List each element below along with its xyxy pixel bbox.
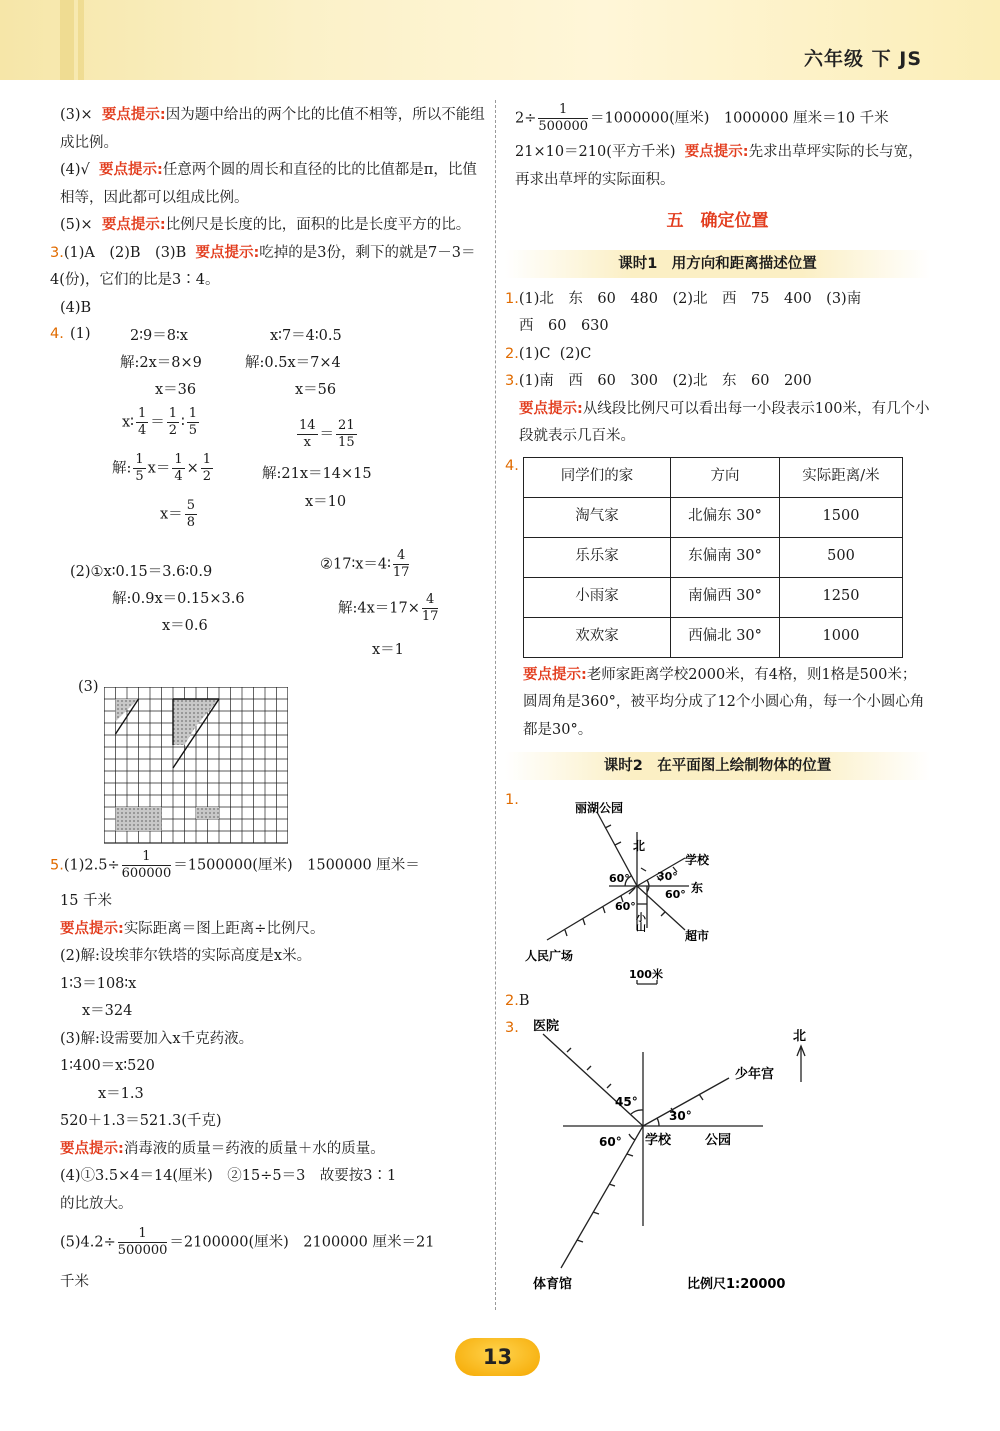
grid-figure: [104, 687, 288, 845]
answer-5x: (5)× 要点提示:比例尺是长度的比，面积的比是长度平方的比。: [60, 217, 471, 233]
question-4-equations: 4. (1) 2∶9＝8∶x 解:2x＝8×9 x＝36 x∶7＝4∶0.5 解:0.5x＝7×4 x＝56 x∶ $\frac{1}{4}$ ＝ $\frac{1}{2}$ ∶ $\frac{1}{5}$ 解: $\frac{1}{5}$ x＝ $\frac{1}{4}$ × $\frac{1}{2}$ x＝ $\frac{5}{8}$ $\frac{14}{x}$ ＝ $\frac{21}{15}$ 解:21x＝14×15 x＝10 (2)①x∶0.15＝3.6∶0.9 解:0.9x＝0.15×3.6 x＝0.6 ②17∶x＝4∶ $\frac{4}{17}$ 解:4x＝17× $\frac{4}{17}$ x＝1: [50, 326, 439, 658]
svg-text:60°: 60°: [615, 900, 636, 913]
l1-q2: 2.(1)C (2)C: [505, 345, 592, 362]
label-youth-palace: 少年宫: [735, 1066, 775, 1082]
svg-text:60°: 60°: [599, 1134, 622, 1149]
label-school: 学校: [645, 1132, 672, 1148]
scale-bar-label: 100米: [629, 968, 663, 981]
label-north: 北: [793, 1028, 807, 1044]
question-5-1-hint: 要点提示:实际距离＝图上距离÷比例尺。: [60, 920, 325, 937]
table-row: 淘气家 北偏东 30° 1500: [524, 497, 903, 537]
direction-diagram-3: [523, 1016, 923, 1296]
svg-text:45°: 45°: [615, 1094, 638, 1109]
question-5-5: (5)4.2÷ $\frac{1}{500000}$ ＝2100000(厘米) 2100000 厘米＝21: [60, 1226, 435, 1258]
question-5-1-cont: 15 千米: [60, 893, 113, 909]
question-5-4: (4)①3.5×4＝14(厘米) ②15÷5＝3 故要按3∶1: [60, 1168, 397, 1184]
question-5-3: (3)解:设需要加入x千克药液。: [60, 1030, 254, 1047]
lesson-1-title: 课时1 用方向和距离描述位置: [505, 250, 930, 278]
svg-text:30°: 30°: [669, 1108, 692, 1123]
table-row: 乐乐家 东偏南 30° 500: [524, 537, 903, 577]
l1-q4: 4. 同学们的家 方向 实际距离/米 淘气家 北偏东 30° 1500 乐乐家 东偏南 30° 500 小雨家 南偏西 30° 1250 欢欢家 西偏北 30° 1000: [505, 457, 930, 658]
svg-text:30°: 30°: [657, 870, 678, 883]
label-hospital: 医院: [533, 1018, 560, 1034]
equation-c3: x＝ $\frac{5}{8}$: [160, 498, 195, 530]
equation-2b1: ②17∶x＝4∶ $\frac{4}{17}$: [320, 548, 410, 580]
label-market: 超市: [685, 929, 710, 943]
shape-rect-b: [196, 807, 219, 819]
label-park: 公园: [705, 1132, 732, 1148]
question-3: 3.(1)A (2)B (3)B 要点提示:吃掉的是3份，剩下的就是7－3＝4(份)，它们的比是3∶4。: [50, 244, 476, 288]
l1-q4-hint: 要点提示:老师家距离学校2000米，有4格，则1格是500米；圆周角是360°，被平均分成了12个小圆心角，每一个小圆心角都是30°。: [523, 666, 925, 738]
question-4-3-grid: (3): [60, 677, 485, 845]
label-square: 人民广场: [525, 949, 574, 963]
equation-c2: 解: $\frac{1}{5}$ x＝ $\frac{1}{4}$ × $\frac{1}{2}$: [112, 452, 212, 484]
label-school: 学校: [685, 853, 710, 867]
label-north: 北: [633, 839, 646, 853]
page-number: 13: [455, 1338, 540, 1376]
svg-text:60°: 60°: [609, 872, 630, 885]
position-table: 同学们的家 方向 实际距离/米 淘气家 北偏东 30° 1500 乐乐家 东偏南 30° 500 小雨家 南偏西 30° 1250 欢欢家 西偏北 30° 1000: [523, 457, 903, 658]
answer-4v: (4)√ 要点提示:任意两个圆的周长和直径的比的比值都是π，比值相等，因此都可以组成比例。: [60, 162, 477, 206]
answer-r1: 2÷ $\frac{1}{500000}$ ＝1000000(厘米) 1000000 厘米＝10 千米: [515, 102, 889, 134]
shape-rect-a: [116, 807, 162, 831]
right-column: 2÷ $\frac{1}{500000}$ ＝1000000(厘米) 1000000 厘米＝10 千米 21×10＝210(平方千米) 要点提示:先求出草坪实际的长与宽，再求出草坪的实际面积。 五 确定位置 课时1 用方向和距离描述位置 1.(1)北 东 60 480 (2)北 西 75 400 (3)南 西 60 630 2.(1)C (2)C 3.(1)南 西 60 300 (2)北 东 60 200 要点提示:从线段比例尺可以看出每一小段表示100米，有几个小段就表示几百米。 4. 同学们的家 方向 实际距离/米 淘气家 北偏东 30° 1500 乐乐家 东偏南 30° 500 小雨家 南偏西 30° 1250 欢欢家 西偏北 30° 1000 要点提示:老师家距离学校2000米，有4格，则1格是500米；圆周角是360°，被平均分成了12个小圆心角，每一个小圆心角都是30°。 课时2 在平面图上绘制物体的位置 1. 丽湖公园 北 学校 60° 30° 东 60° 60° 小山 超市 人民广场 100米 2.B 3. 医院 北 少年宫 45° 30° 60° 学校 公园 体育馆 比例尺1:20000: [505, 102, 930, 1296]
svg-text:60°: 60°: [665, 888, 686, 901]
l2-q1: 1. 丽湖公园 北 学校 60° 30° 东 60° 60° 小山 超市 人民广场 100米: [505, 788, 930, 988]
question-3-4: (4)B: [60, 299, 92, 316]
section-title: 五 确定位置: [666, 211, 769, 231]
table-row: 小雨家 南偏西 30° 1250: [524, 577, 903, 617]
label-gym: 体育馆: [533, 1276, 573, 1292]
l1-q3: 3.(1)南 西 60 300 (2)北 东 60 200: [505, 373, 812, 389]
grade-label: 六年级 下 JS: [804, 48, 922, 70]
equation-d1: $\frac{14}{x}$ ＝ $\frac{21}{15}$: [299, 418, 355, 450]
equation-2b2: 解:4x＝17× $\frac{4}{17}$: [338, 592, 439, 624]
banner-stripe: [60, 0, 74, 80]
l1-q1: 1.(1)北 东 60 480 (2)北 西 75 400 (3)南: [505, 290, 862, 307]
label-east: 东: [691, 881, 704, 895]
question-5-3-hint: 要点提示:消毒液的质量＝药液的质量＋水的质量。: [60, 1140, 385, 1157]
l1-q3-hint: 要点提示:从线段比例尺可以看出每一小段表示100米，有几个小段就表示几百米。: [519, 400, 930, 444]
banner-stripe: [78, 0, 84, 80]
direction-diagram-1: [525, 788, 785, 988]
table-row: 欢欢家 西偏北 30° 1000: [524, 617, 903, 657]
answer-r2: 21×10＝210(平方千米) 要点提示:先求出草坪实际的长与宽，再求出草坪的实际面积。: [515, 144, 923, 188]
equation-c1: x∶ $\frac{1}{4}$ ＝ $\frac{1}{2}$ ∶ $\frac{1}{5}$: [122, 406, 198, 438]
l2-q2: 2.B: [505, 993, 530, 1009]
column-divider: [495, 100, 496, 1310]
label-park: 丽湖公园: [575, 801, 624, 815]
lesson-2-title: 课时2 在平面图上绘制物体的位置: [505, 752, 930, 780]
scale-label: 比例尺1:20000: [687, 1276, 786, 1292]
question-5-1: 5.(1)2.5÷ $\frac{1}{600000}$ ＝1500000(厘米) 1500000 厘米＝: [50, 849, 420, 881]
left-column: (3)× 要点提示:因为题中给出的两个比的比值不相等，所以不能组成比例。 (4)√ 要点提示:任意两个圆的周长和直径的比的比值都是π，比值相等，因此都可以组成比例。 (5)× 要点提示:比例尺是长度的比，面积的比是长度平方的比。 3.(1)A (2)B (3)B 要点提示:吃掉的是3份，剩下的就是7－3＝4(份)，它们的比是3∶4。 (4)B 4. (1) 2∶9＝8∶x 解:2x＝8×9 x＝36 x∶7＝4∶0.5 解:0.5x＝7×4 x＝56 x∶ $\frac{1}{4}$ ＝ $\frac{1}{2}$ ∶ $\frac{1}{5}$ 解: $\frac{1}{5}$ x＝ $\frac{1}{4}$ × $\frac{1}{2}$ x＝ $\frac{5}{8}$ $\frac{14}{x}$ ＝ $\frac{21}{15}$ 解:21x＝14×15 x＝10 (2)①x∶0.15＝3.6∶0.9 解:0.9x＝0.15×3.6 x＝0.6 ②17∶x＝4∶ $\frac{4}{17}$ 解:4x＝17× $\frac{4}{17}$ x＝1 (3) 5.(1)2.5÷ $\frac{1}{600000}$ ＝1500000(厘米) 1500000 厘米＝ 15 千米 要点提示:实际距离＝图上距离÷比例尺。 (2)解:设埃菲尔铁塔的实际高度是x米。 1∶3＝108∶x x＝324 (3)解:设需要加入x千克药液。 1∶400＝x∶520 x＝1.3 520＋1.3＝521.3(千克) 要点提示:消毒液的质量＝药液的质量＋水的质量。 (4)①3.5×4＝14(厘米) ②15÷5＝3 故要按3∶1 的比放大。 (5)4.2÷ $\frac{1}{500000}$ ＝2100000(厘米) 2100000 厘米＝21 千米: [60, 102, 485, 1297]
label-hill: 小山: [633, 912, 645, 932]
l2-q3: 3. 医院 北 少年宫 45° 30° 60° 学校 公园 体育馆 比例尺1:20000: [505, 1016, 930, 1296]
answer-3x: (3)× 要点提示:因为题中给出的两个比的比值不相等，所以不能组成比例。: [60, 107, 485, 151]
question-5-2: (2)解:设埃菲尔铁塔的实际高度是x米。: [60, 948, 312, 964]
